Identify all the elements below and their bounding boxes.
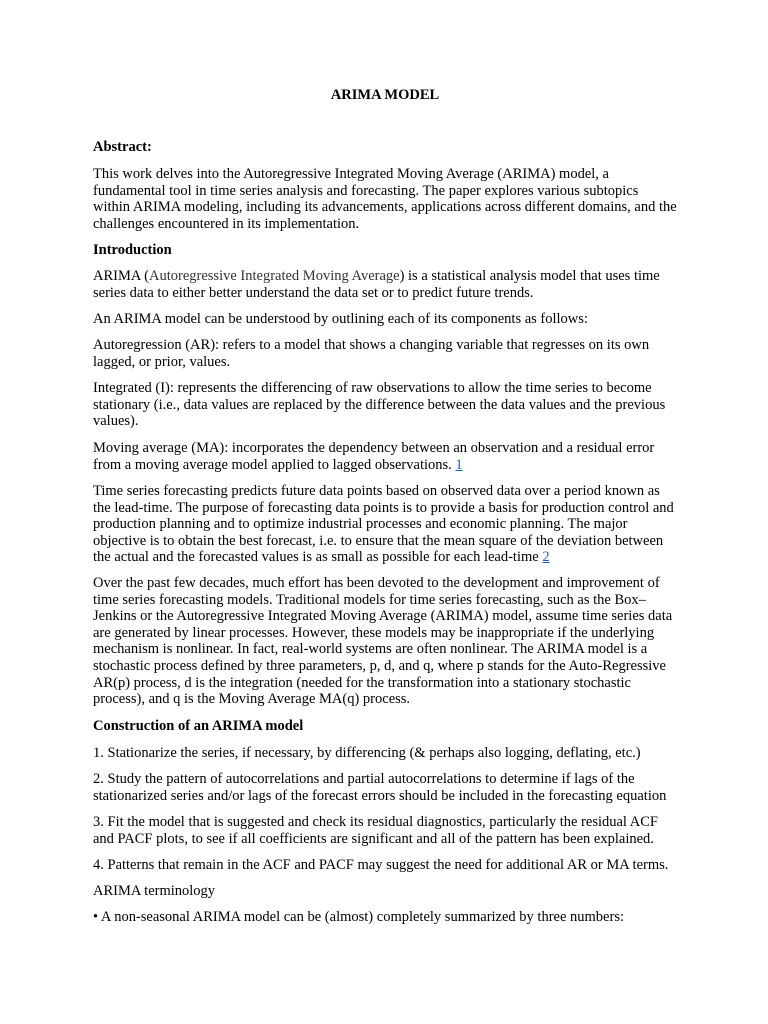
abstract-paragraph: This work delves into the Autoregressive Integrated Moving Average (ARIMA) model, a fundamental tool in time series analysis and forecasting. The paper explores various subtopics within ARIMA modeling, including its advancements, applications across different domains, and the challenges encountered in its implementation. [93,166,677,232]
step-3: 3. Fit the model that is suggested and check its residual diagnostics, particularly the residual ACF and PACF plots, to see if all coefficients are significant and all of the pattern has been explained. [93,814,658,847]
intro-p1-suffix: ) is a statistical analysis model that uses time series data to either better understand the data set or to predict future trends. [93,268,660,301]
reference-link-2[interactable]: 2 [542,549,550,566]
forecast-paragraph [93,483,677,566]
step-1: 1. Stationarize the series, if necessary, by differencing (& perhaps also logging, deflating, etc.) [93,745,641,761]
step-4: 4. Patterns that remain in the ACF and PACF may suggest the need for additional AR or MA terms. [93,857,669,873]
ar-paragraph: Autoregression (AR): refers to a model that shows a changing variable that regresses on its own lagged, or prior, values. [93,337,650,370]
abstract-heading: Abstract: [93,139,152,155]
ma-text: Moving average (MA): incorporates the dependency between an observation and a residual error from a moving average model applied to lagged observations. [93,440,655,473]
intro-paragraph-2: An ARIMA model can be understood by outlining each of its components as follows: [93,311,588,327]
intro-paragraph-1 [93,268,677,301]
introduction-heading: Introduction [93,242,172,258]
i-paragraph: Integrated (I): represents the differencing of raw observations to allow the time series to become stationary (i.e., data values are replaced by the difference between the data values and the previous values). [93,380,666,430]
ma-paragraph [93,440,677,473]
reference-link-1[interactable]: 1 [455,456,463,473]
bullet-1: • A non-seasonal ARIMA model can be (almost) completely summarized by three numbers: [93,909,624,925]
construction-heading: Construction of an ARIMA model [93,718,304,734]
arima-term: Autoregressive Integrated Moving Average [149,268,400,284]
decades-paragraph: Over the past few decades, much effort has been devoted to the development and improvement of time series forecasting models. Traditional models for time series forecasting, such as the Box–Jenkins or the Autoregressive Integrated Moving Average (ARIMA) model, assume time series data are generated by linear processes. However, these models may be inappropriate if the underlying mechanism is nonlinear. In fact, real-world systems are often nonlinear. The ARIMA model is a stochastic process defined by three parameters, p, d, and q, where p stands for the Auto-Regressive AR(p) process, d is the integration (needed for the transformation into a stationary stochastic process), and q is the Moving Average MA(q) process. [93,575,673,708]
forecast-text: Time series forecasting predicts future data points based on observed data over a period known as the lead-time. The purpose of forecasting data points is to provide a basis for production control and production planning and to optimize industrial processes and economic planning. The major objective is to obtain the best forecast, i.e. to ensure that the mean square of the deviation between the actual and the forecasted values is as small as possible for each lead-time [93,483,674,566]
document-title: ARIMA MODEL [330,87,440,103]
terminology-heading: ARIMA terminology [93,883,216,899]
step-2: 2. Study the pattern of autocorrelations and partial autocorrelations to determine if lags of the stationarized series and/or lags of the forecast errors should be included in the forecasting equation [93,771,667,804]
intro-p1-prefix: ARIMA ( [93,268,149,284]
